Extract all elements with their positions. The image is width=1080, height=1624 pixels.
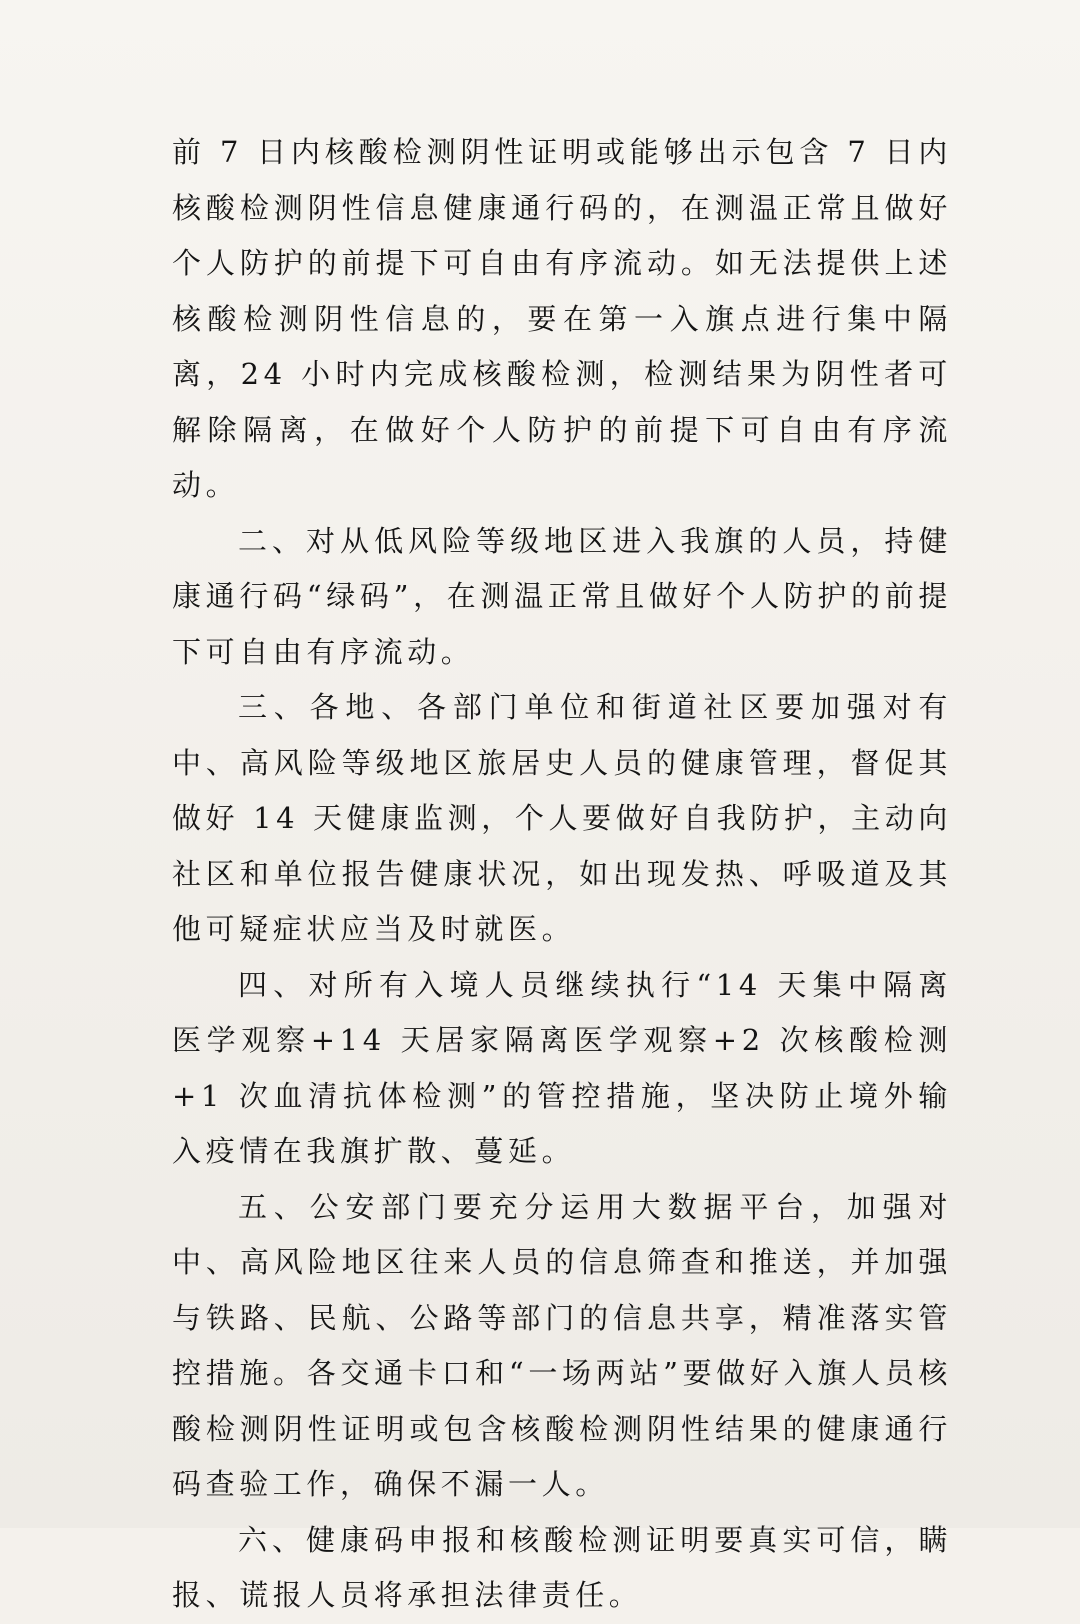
paragraph-item-2: 二、对从低风险等级地区进入我旗的人员，持健康通行码“绿码”，在测温正常且做好个人防护的前提下可自由有序流动。 [172, 523, 952, 669]
paragraph-item-4: 四、对所有入境人员继续执行“14 天集中隔离医学观察+14 天居家隔离医学观察+2 次核酸检测+1 次血清抗体检测”的管控措施，坚决防止境外输入疫情在我旗扩散、蔓延。 [172, 967, 952, 1168]
paragraph-item-3: 三、各地、各部门单位和街道社区要加强对有中、高风险等级地区旅居史人员的健康管理，督促其做好 14 天健康监测，个人要做好自我防护，主动向社区和单位报告健康状况，如出现发热、呼吸道及其他可疑症状应当及时就医。 [172, 690, 952, 946]
paragraph-item-6: 六、健康码申报和核酸检测证明要真实可信，瞒报、谎报人员将承担法律责任。 [172, 1522, 952, 1612]
paragraph-item-5: 五、公安部门要充分运用大数据平台，加强对中、高风险地区往来人员的信息筛查和推送，并加强与铁路、民航、公路等部门的信息共享，精准落实管控措施。各交通卡口和“一场两站”要做好入旗人员核酸检测阴性证明或包含核酸检测阴性结果的健康通行码查验工作，确保不漏一人。 [172, 1189, 952, 1501]
paragraph-continuation: 前 7 日内核酸检测阴性证明或能够出示包含 7 日内核酸检测阴性信息健康通行码的，在测温正常且做好个人防护的前提下可自由有序流动。如无法提供上述核酸检测阴性信息的，要在第一入旗点进行集中隔离，24 小时内完成核酸检测，检测结果为阴性者可解除隔离，在做好个人防护的前提下可自由有序流动。 [172, 135, 952, 502]
